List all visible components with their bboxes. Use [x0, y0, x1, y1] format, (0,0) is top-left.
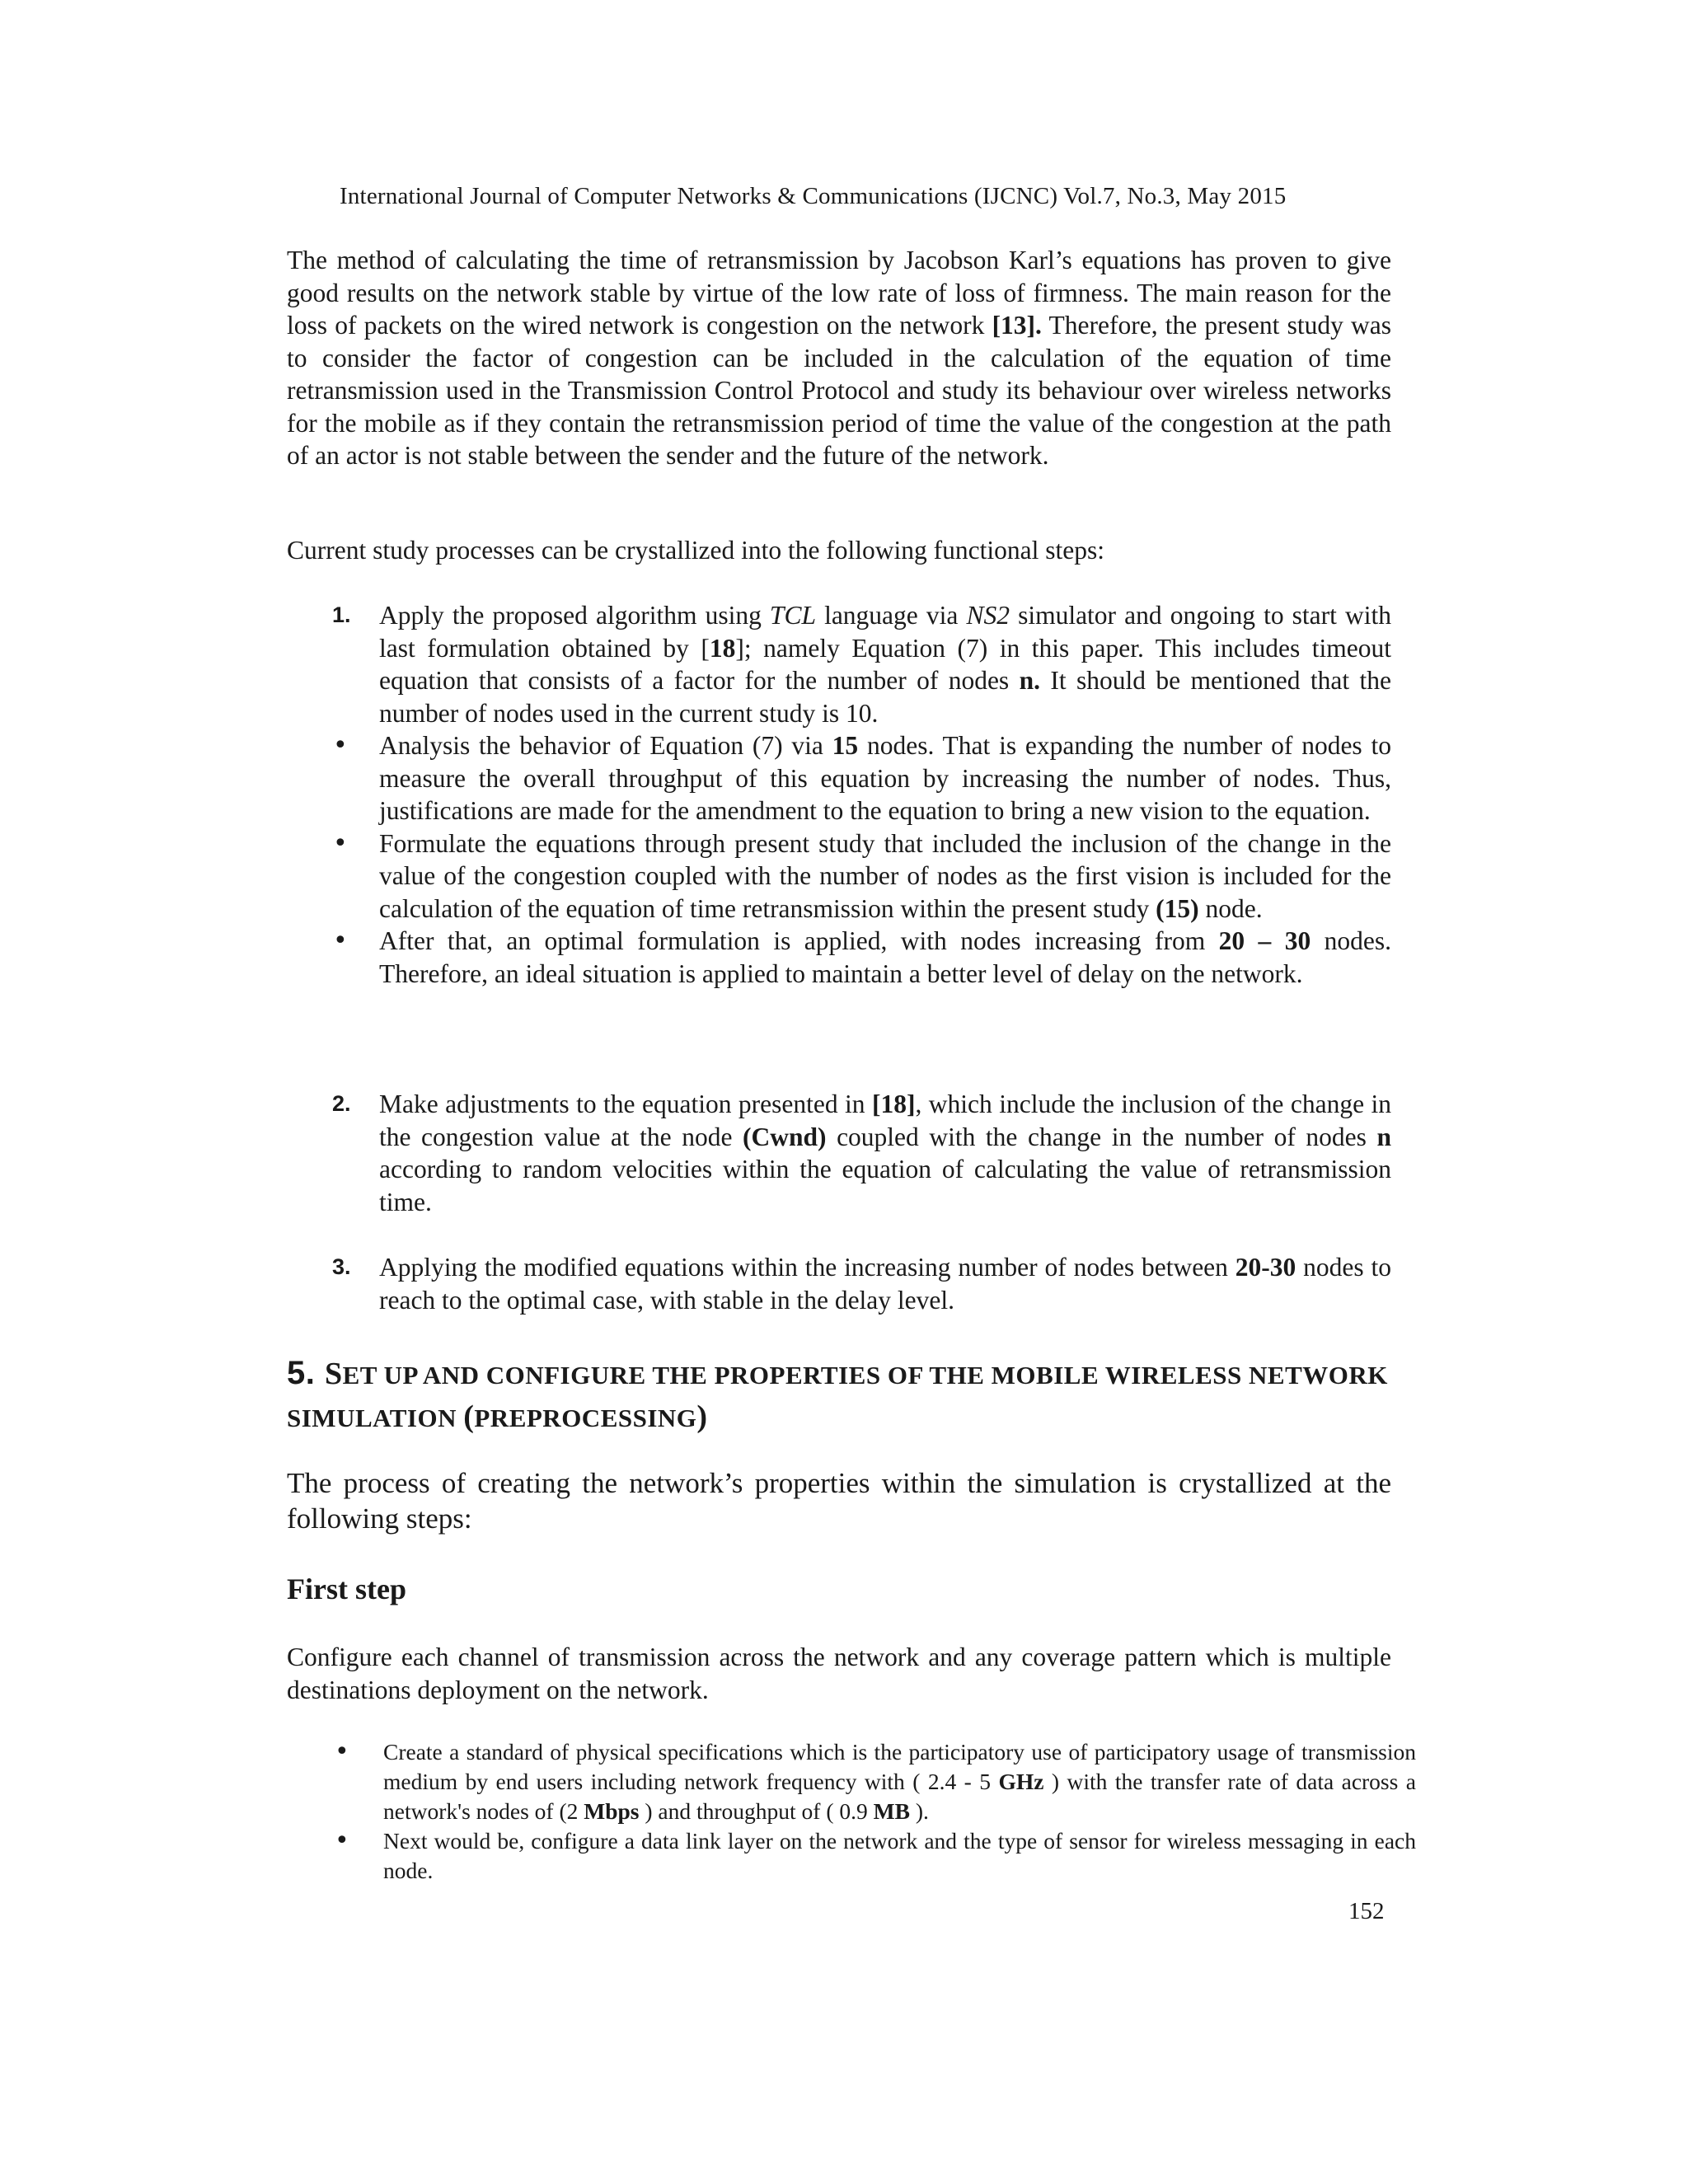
config-bullet-list — [287, 1737, 1416, 1886]
list-number: 1. — [332, 602, 351, 627]
bullet-icon: • — [335, 1826, 349, 1855]
section-heading: 5. SET UP AND CONFIGURE THE PROPERTIES OF THE MOBILE WIRELESS NETWORK SIMULATION (PREPROCESSING) — [287, 1355, 1388, 1434]
step-2: 2. Make adjustments to the equation presented in [18], which include the inclusion of the change in the congestion value at the node (Cwnd) coupled with the change in the number of nodes n according to random velocities within the equation of calculating the value of retransmission time. — [332, 1090, 1392, 1216]
list-item: • Formulate the equations through present study that included the inclusion of the change in the value of the congestion coupled with the number of nodes as the first vision is included for the calculation of the equation of time retransmission within the present study (15) node. — [333, 828, 1391, 923]
bullet-icon: • — [335, 1737, 349, 1766]
subsection-heading: First step — [287, 1572, 406, 1605]
list-item: • Next would be, configure a data link layer on the network and the type of sensor for wireless messaging in each node. — [335, 1826, 1416, 1883]
citation-18: [18] — [871, 1090, 916, 1118]
list-number: 2. — [332, 1091, 351, 1116]
steps-lead: Current study processes can be crystallized into the following functional steps: — [287, 536, 1105, 565]
first-step-paragraph: Configure each channel of transmission across the network and any coverage pattern which is multiple destinations deployment on the network. — [287, 1643, 1391, 1704]
bullet-icon: • — [333, 731, 348, 760]
citation-13: [13]. — [992, 311, 1042, 340]
list-item: • Create a standard of physical specifications which is the participatory use of participatory usage of transmission medium by end users including network frequency with ( 2.4 - 5 GHz ) with the transfer rate of data across a network's nodes of (2 Mbps ) and throughput of ( 0.9 MB ). — [335, 1737, 1416, 1824]
running-header: International Journal of Computer Networks & Communications (IJCNC) Vol.7, No.3, May 2015 — [340, 183, 1287, 209]
intro-paragraph: The method of calculating the time of retransmission by Jacobson Karl’s equations has proven to give good results on the network stable by virtue of the low rate of loss of firmness. The main reason for the loss of packets on the wired network is congestion on the network [13]. Therefore, the present study was to consider the factor of congestion can be included in the calculation of the equation of time retransmission used in the Transmission Control Protocol and study its behaviour over wireless networks for the mobile as if they contain the retransmission period of time the value of the congestion at the path of an actor is not stable between the sender and the future of the network. — [287, 246, 1392, 470]
bullet-icon: • — [333, 926, 348, 955]
bullet-icon: • — [333, 828, 348, 858]
list-item: • After that, an optimal formulation is applied, with nodes increasing from 20 – 30 nodes. Therefore, an ideal situation is applied to maintain a better level of delay on the network. — [333, 926, 1392, 988]
page-number: 152 — [1348, 1898, 1385, 1924]
citation-18: 18 — [709, 633, 736, 663]
step-3: 3. Applying the modified equations within the increasing number of nodes between 20-30 nodes to reach to the optimal case, with stable in the delay level. — [332, 1253, 1392, 1315]
section-intro: The process of creating the network’s properties within the simulation is crystallized at the following steps: — [287, 1467, 1391, 1535]
bullet-list — [287, 729, 1391, 990]
step-1: 1. Apply the proposed algorithm using TCL language via NS2 simulator and ongoing to start with last formulation obtained by [18]; namely Equation (7) in this paper. This includes timeout equation that consists of a factor for the number of nodes n. It should be mentioned that the number of nodes used in the current study is 10. — [332, 601, 1391, 728]
list-item: • Analysis the behavior of Equation (7) via 15 nodes. That is expanding the number of nodes to measure the overall throughput of this equation by increasing the number of nodes. Thus, justifications are made for the amendment to the equation to bring a new vision to the equation. — [333, 731, 1391, 825]
list-number: 3. — [332, 1254, 351, 1279]
